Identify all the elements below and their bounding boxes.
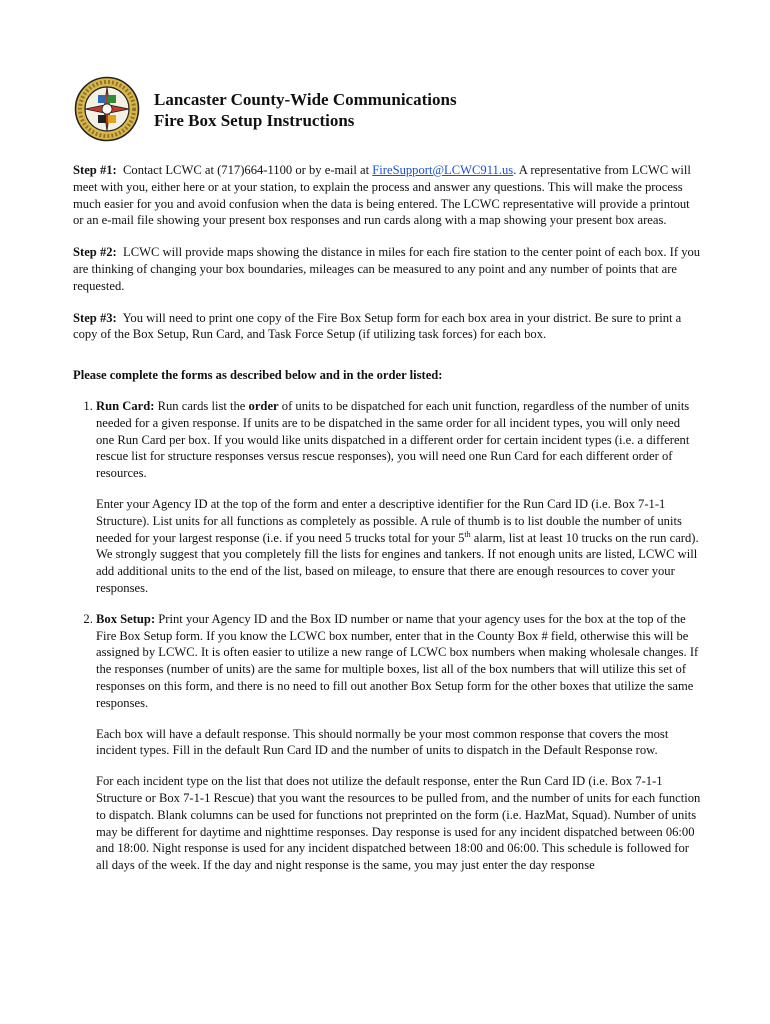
- support-email-link[interactable]: FireSupport@LCWC911.us: [372, 163, 514, 177]
- run-card-superscript: th: [464, 529, 471, 539]
- box-setup-title: Box Setup:: [96, 611, 156, 626]
- run-card-text-post: of units to be dispatched for each unit function, regardless of the number of units needed for a given response. If units are to be dispatched in the same order for all incident types, you will only need one Run Card per box. If you would like units dispatched in a different order for certain incident types (i.e. a different rescue list for structure responses versus rescue responses), you will need one Run Card for each different order of resources.: [96, 398, 690, 481]
- document-body: [73, 162, 701, 888]
- org-name: Lancaster County-Wide Communications: [154, 90, 457, 109]
- document-title-block: [154, 89, 457, 131]
- step-1-label: Step #1:: [73, 163, 117, 177]
- run-card-para-2-pre: Enter your Agency ID at the top of the form and enter a descriptive identifier for the Run Card ID (i.e. Box 7-1-1 Structure). List units for all functions as completely as possible. A rule of thumb is to list double the number of units needed for your largest response (i.e. if you need 5 trucks total for your 5: [96, 496, 682, 545]
- run-card-bold-order: order: [248, 398, 279, 413]
- step-2-text: LCWC will provide maps showing the distance in miles for each fire station to the center point of each box. If you are thinking of changing your box boundaries, mileages can be measured to any point and any number of points that are requested.: [73, 245, 701, 293]
- step-1: [73, 162, 701, 229]
- run-card-title: Run Card:: [96, 398, 155, 413]
- box-setup-para-1: [96, 611, 701, 712]
- box-setup-text: Print your Agency ID and the Box ID number or name that your agency uses for the box at the top of the Fire Box Setup form. If you know the LCWC box number, enter that in the County Box # field, otherwise this will be assigned by LCWC. It is often easier to utilize a new range of LCWC box numbers when making wholesale changes. If the responses (number of units) are the same for multiple boxes, list all of the box numbers that will utilize this set of responses on this form, and there is no need to fill out another Box Setup form for the other boxes that utilize the same responses.: [96, 611, 699, 710]
- box-setup-para-2: Each box will have a default response. This should normally be your most common response that covers the most incident types. Fill in the default Run Card ID and the number of units to dispatch in the Default Response row.: [96, 726, 669, 758]
- list-item-box-setup: [96, 611, 701, 874]
- box-setup-para-3: For each incident type on the list that does not utilize the default response, enter the Run Card ID (i.e. Box 7-1-1 Structure or Box 7-1-1 Rescue) that you want the resources to be pulled from, and the number of units for each function to dispatch. Blank columns can be used for functions not preprinted on the form (i.e. HazMat, Squad). Number of units may be different for daytime and nighttime responses. Day response is used for any incident dispatched between 06:00 and 18:00. Night response is used for any incident dispatched between 18:00 and 06:00. This schedule is followed for all days of the week. If the day and night response is the same, you may just enter the day response: [96, 774, 701, 873]
- list-item-run-card: [96, 398, 701, 597]
- run-card-para-2: [96, 496, 701, 597]
- step-3: [73, 310, 701, 344]
- step-1-text-pre: Contact LCWC at (717)664-1100 or by e-mail at: [123, 163, 373, 177]
- forms-heading: Please complete the forms as described below and in the order listed:: [73, 368, 443, 383]
- run-card-para-1: [96, 398, 701, 482]
- run-card-text-pre: Run cards list the: [157, 398, 249, 413]
- step-2: [73, 244, 701, 294]
- step-1-text-post: . A representative from LCWC will meet with you, either here or at your station, to explain the process and answer any questions. This will make the process much easier for you and avoid confusion when the data is being entered. The LCWC representative will provide a printout or an e-mail file showing your present box responses and run cards along with a map showing your present box areas.: [73, 163, 691, 228]
- lcwc-seal-logo: [74, 76, 140, 142]
- run-card-para-2-post: alarm, list at least 10 trucks on the run card). We strongly suggest that you completely fill the lists for engines and tankers. If not enough units are listed, LCWC will add additional units to the end of the list, based on mileage, to ensure that there are enough resources to cover your responses.: [96, 530, 699, 595]
- step-3-label: Step #3:: [73, 310, 117, 325]
- forms-list: [73, 398, 701, 874]
- doc-title: Fire Box Setup Instructions: [154, 111, 355, 130]
- step-3-text: You will need to print one copy of the Fire Box Setup form for each box area in your district. Be sure to print a copy of the Box Setup, Run Card, and Task Force Setup (if utilizing task forces) for each box.: [73, 310, 682, 342]
- step-2-label: Step #2:: [73, 245, 117, 260]
